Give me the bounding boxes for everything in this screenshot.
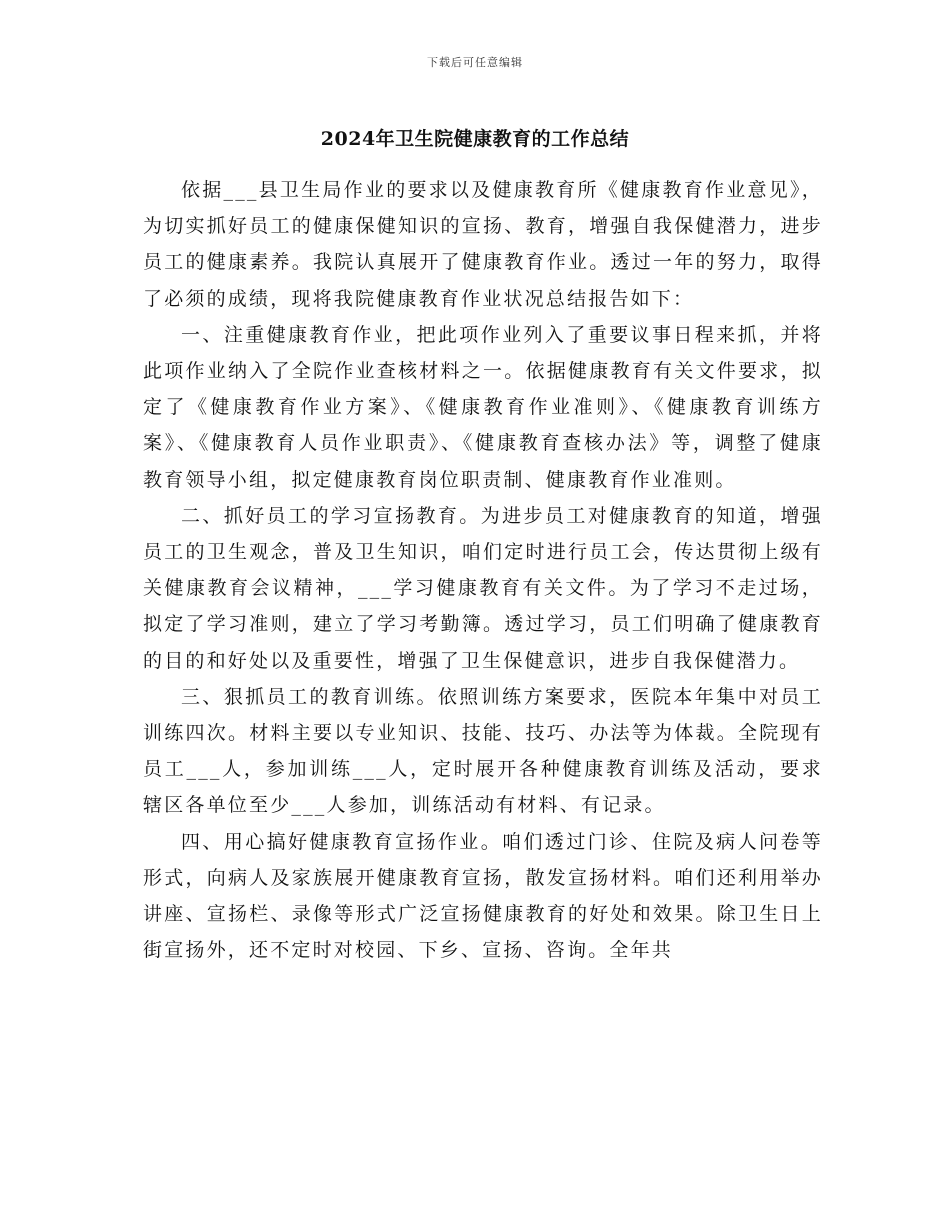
paragraph-section-2: 二、抓好员工的学习宣扬教育。为进步员工对健康教育的知道，增强员工的卫生观念，普及卫生知识，咱们定时进行员工会，传达贯彻上级有关健康教育会议精神，___学习健康教育有关文件。为了学习不走过场，拟定了学习准则，建立了学习考勤簿。透过学习，员工们明确了健康教育的目的和好处以及重要性，增强了卫生保健意识，进步自我保健潜力。	[143, 504, 823, 672]
paragraph-section-1: 一、注重健康教育作业，把此项作业列入了重要议事日程来抓，并将此项作业纳入了全院作业查核材料之一。依据健康教育有关文件要求，拟定了《健康教育作业方案》、《健康教育作业准则》、《健康教育训练方案》、《健康教育人员作业职责》、《健康教育查核办法》等，调整了健康教育领导小组，拟定健康教育岗位职责制、健康教育作业准则。	[143, 323, 823, 491]
paragraph-intro: 依据___县卫生局作业的要求以及健康教育所《健康教育作业意见》，为切实抓好员工的健康保健知识的宣扬、教育，增强自我保健潜力，进步员工的健康素养。我院认真展开了健康教育作业。透过一年的努力，取得了必须的成绩，现将我院健康教育作业状况总结报告如下：	[143, 179, 823, 310]
page-header-note: 下载后可任意编辑	[427, 56, 523, 69]
document-body	[143, 172, 823, 968]
paragraph-section-4: 四、用心搞好健康教育宣扬作业。咱们透过门诊、住院及病人问卷等形式，向病人及家族展开健康教育宣扬，散发宣扬材料。咱们还利用举办讲座、宣扬栏、录像等形式广泛宣扬健康教育的好处和效果。除卫生日上街宣扬外，还不定时对校园、下乡、宣扬、咨询。全年共	[143, 830, 823, 962]
document-title: 2024年卫生院健康教育的工作总结	[320, 128, 630, 150]
paragraph-section-3: 三、狠抓员工的教育训练。依照训练方案要求，医院本年集中对员工训练四次。材料主要以专业知识、技能、技巧、办法等为体裁。全院现有员工___人，参加训练___人，定时展开各种健康教育训练及活动，要求辖区各单位至少___人参加，训练活动有材料、有记录。	[143, 685, 823, 817]
